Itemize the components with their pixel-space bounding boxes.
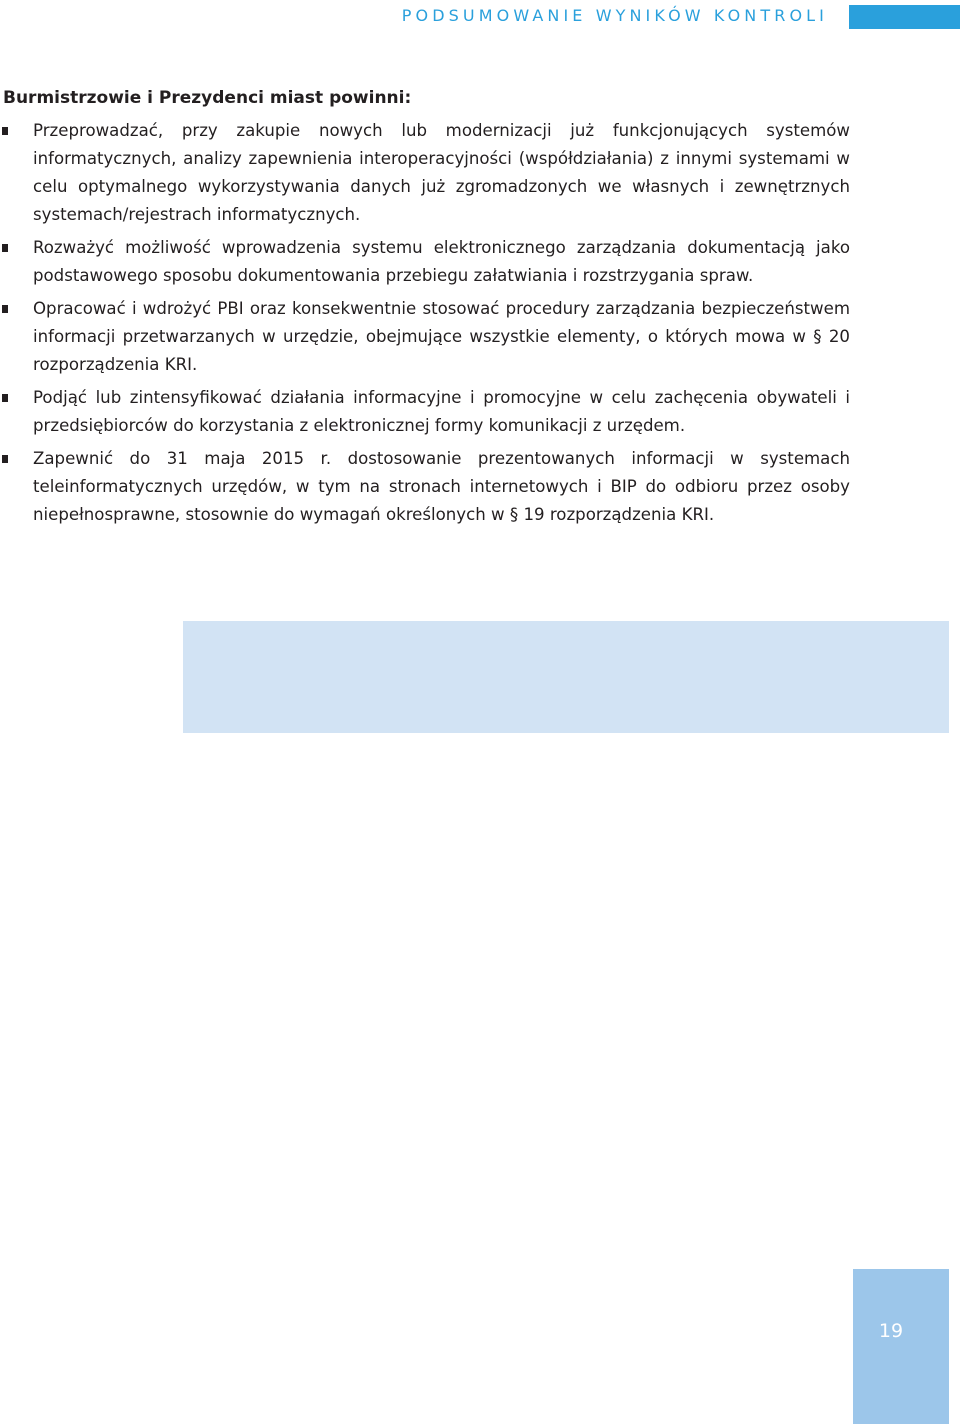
header-color-tab xyxy=(849,5,960,29)
recommendation-text: Opracować i wdrożyć PBI oraz konsekwentnie stosować procedury zarządzania bezpieczeństwem informacji przetwarzanych w urzędzie, obejmujące wszystkie elementy, o których mowa w § 20 rozporządzenia KRI. xyxy=(33,299,850,374)
page-number-tab xyxy=(853,1269,949,1424)
recommendation-text: Przeprowadzać, przy zakupie nowych lub modernizacji już funkcjonujących systemów informatycznych, analizy zapewnienia interoperacyjności (współdziałania) z innymi systemami w celu optymalnego wykorzystywania danych już zgromadzonych we własnych i zewnętrznych systemach/rejestrach informatycznych. xyxy=(33,121,850,224)
recommendation-text: Zapewnić do 31 maja 2015 r. dostosowanie prezentowanych informacji w systemach teleinformatycznych urzędów, w tym na stronach internetowych i BIP do odbioru przez osoby niepełnosprawne, stosownie do wymagań określonych w § 19 rozporządzenia KRI. xyxy=(33,449,850,524)
recommendation-item xyxy=(0,445,850,529)
square-bullet-icon xyxy=(2,455,8,463)
section-heading: Burmistrzowie i Prezydenci miast powinni: xyxy=(3,88,412,108)
running-header: PODSUMOWANIE WYNIKÓW KONTROLI xyxy=(401,6,828,25)
recommendation-item xyxy=(0,234,850,290)
recommendation-text: Podjąć lub zintensyfikować działania informacyjne i promocyjne w celu zachęcenia obywateli i przedsiębiorców do korzystania z elektronicznej formy komunikacji z urzędem. xyxy=(33,388,850,435)
square-bullet-icon xyxy=(2,305,8,313)
square-bullet-icon xyxy=(2,244,8,252)
recommendation-item xyxy=(0,295,850,379)
square-bullet-icon xyxy=(2,127,8,135)
square-bullet-icon xyxy=(2,394,8,402)
page-number: 19 xyxy=(878,1320,904,1342)
recommendation-item xyxy=(0,384,850,440)
recommendations-list xyxy=(0,117,850,534)
empty-note-box xyxy=(183,621,949,733)
recommendation-text: Rozważyć możliwość wprowadzenia systemu elektronicznego zarządzania dokumentacją jako podstawowego sposobu dokumentowania przebiegu załatwiania i rozstrzygania spraw. xyxy=(33,238,850,285)
recommendation-item xyxy=(0,117,850,229)
